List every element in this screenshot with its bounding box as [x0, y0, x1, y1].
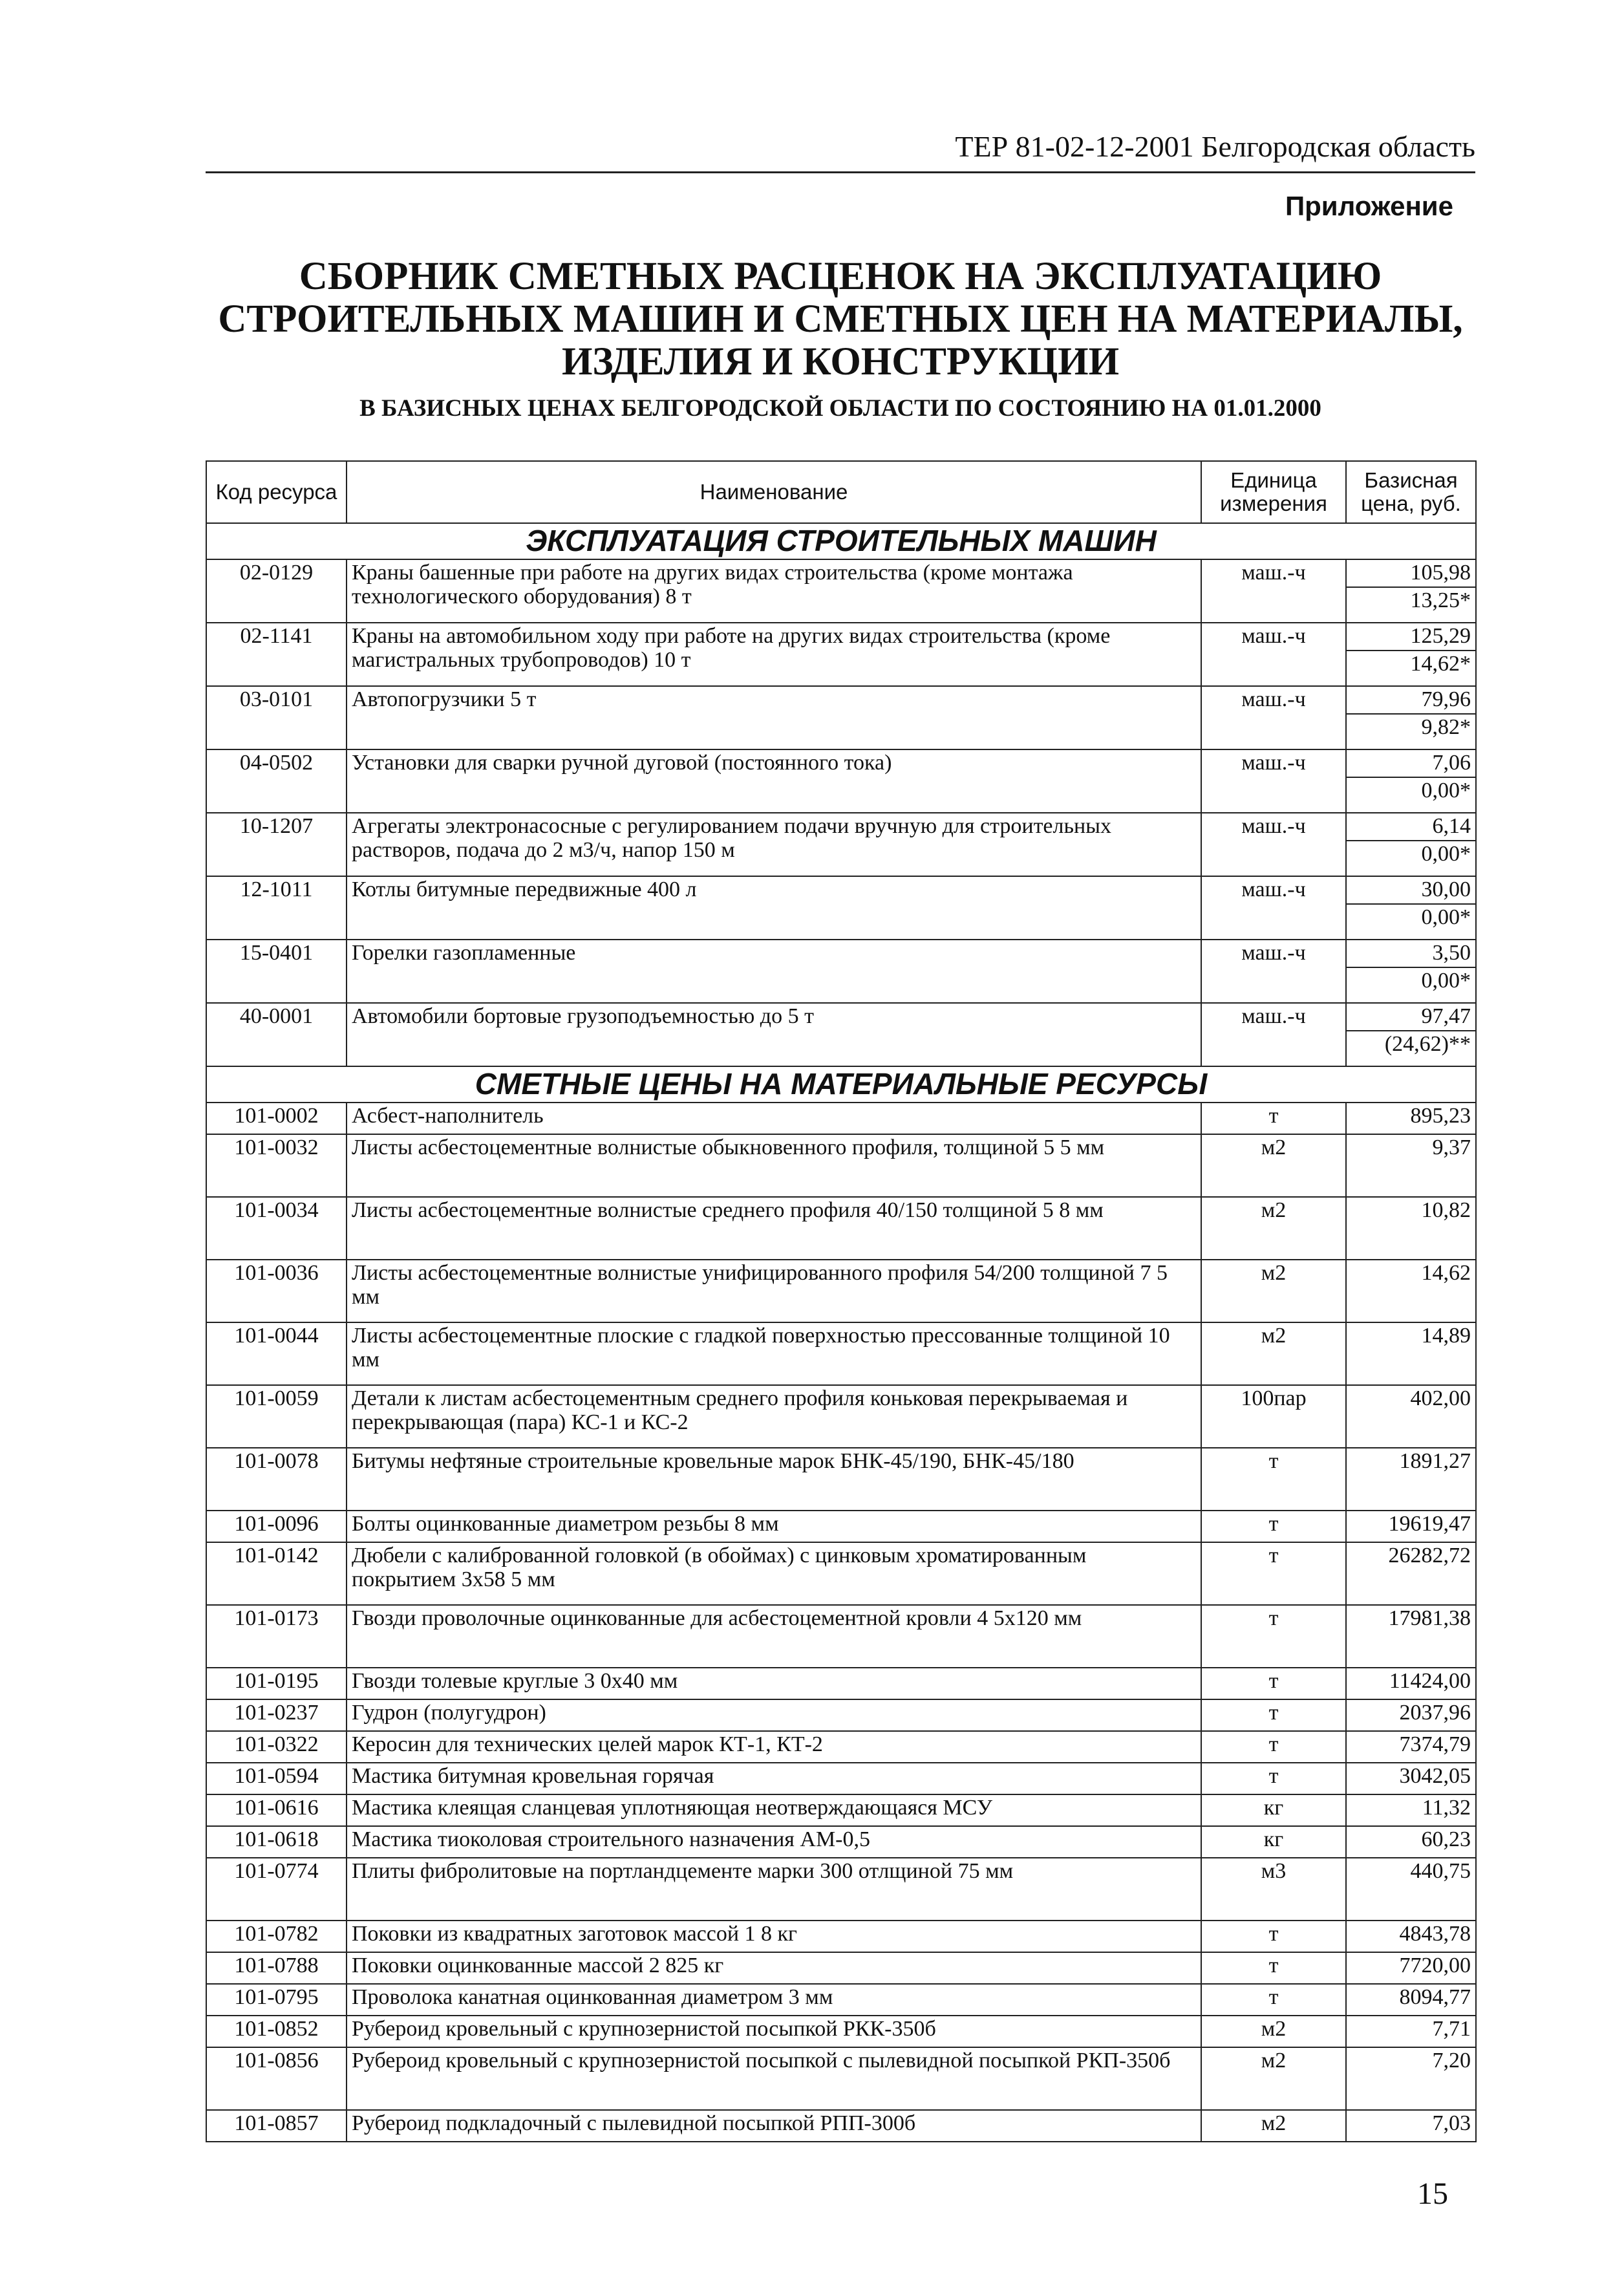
resource-unit: т: [1201, 1984, 1346, 2016]
resource-unit: маш.-ч: [1201, 686, 1346, 749]
column-header-price: Базисная цена, руб.: [1346, 461, 1476, 523]
resource-price: 2037,96: [1346, 1699, 1476, 1731]
resource-code: 101-0036: [206, 1260, 347, 1322]
section-title-materials: СМЕТНЫЕ ЦЕНЫ НА МАТЕРИАЛЬНЫЕ РЕСУРСЫ: [206, 1066, 1476, 1103]
table-row: [206, 1448, 1476, 1511]
table-row: [206, 1511, 1476, 1542]
resource-unit: м2: [1201, 1322, 1346, 1385]
base-price: 6,14: [1432, 814, 1471, 838]
header-rule: [206, 171, 1475, 173]
table-row: [206, 1952, 1476, 1984]
resource-code: 40-0001: [206, 1003, 347, 1066]
resource-price: 895,23: [1346, 1103, 1476, 1134]
table-row: [206, 1794, 1476, 1826]
resource-code: 101-0774: [206, 1858, 347, 1921]
resource-unit: маш.-ч: [1201, 1003, 1346, 1066]
resource-name: Плиты фибролитовые на портландцементе марки 300 отлщиной 75 мм: [347, 1858, 1201, 1921]
resource-name: Агрегаты электронасосные с регулированием подачи вручную для строительных растворов, подача до 2 м3/ч, напор 150 м: [347, 813, 1201, 876]
resource-name: Листы асбестоцементные волнистые среднего профиля 40/150 толщиной 5 8 мм: [347, 1197, 1201, 1260]
resource-unit: т: [1201, 1103, 1346, 1134]
operator-wage-price: (24,62)**: [1347, 1030, 1475, 1057]
table-row: [206, 940, 1476, 1003]
resource-price: 8094,77: [1346, 1984, 1476, 2016]
resource-code: 101-0852: [206, 2016, 347, 2047]
operator-wage-price: 13,25*: [1347, 587, 1475, 613]
resource-unit: т: [1201, 1731, 1346, 1763]
operator-wage-price: 0,00*: [1347, 967, 1475, 993]
resource-unit: м2: [1201, 1134, 1346, 1197]
resource-unit: т: [1201, 1699, 1346, 1731]
resource-code: 12-1011: [206, 876, 347, 940]
table-row: [206, 1103, 1476, 1134]
resource-name: Рубероид кровельный с крупнозернистой посыпкой РКК-350б: [347, 2016, 1201, 2047]
table-row: [206, 1826, 1476, 1858]
table-row: [206, 876, 1476, 940]
resource-name: Детали к листам асбестоцементным среднего профиля коньковая перекрываемая и перекрывающая (пара) КС-1 и КС-2: [347, 1385, 1201, 1448]
resource-unit: маш.-ч: [1201, 876, 1346, 940]
resource-name: Болты оцинкованные диаметром резьбы 8 мм: [347, 1511, 1201, 1542]
resource-name: Битумы нефтяные строительные кровельные марок БНК-45/190, БНК-45/180: [347, 1448, 1201, 1511]
resource-code: 02-0129: [206, 559, 347, 623]
operator-wage-price: 0,00*: [1347, 840, 1475, 867]
resource-code: 101-0059: [206, 1385, 347, 1448]
table-row: [206, 1003, 1476, 1066]
resource-unit: маш.-ч: [1201, 749, 1346, 813]
page-number: 15: [1417, 2177, 1448, 2211]
resource-price: 440,75: [1346, 1858, 1476, 1921]
resource-name: Автомобили бортовые грузоподъемностью до 5 т: [347, 1003, 1201, 1066]
document-title: СБОРНИК СМЕТНЫХ РАСЦЕНОК НА ЭКСПЛУАТАЦИЮ СТРОИТЕЛЬНЫХ МАШИН И СМЕТНЫХ ЦЕН НА МАТЕРИАЛЫ, ИЗДЕЛИЯ И КОНСТРУКЦИИ: [218, 255, 1463, 383]
resource-unit: м2: [1201, 2016, 1346, 2047]
table-row: [206, 1605, 1476, 1668]
price-table: [206, 460, 1477, 2142]
resource-price-cell: [1346, 623, 1476, 686]
resource-name: Гвозди толевые круглые 3 0х40 мм: [347, 1668, 1201, 1699]
resource-unit: кг: [1201, 1794, 1346, 1826]
resource-code: 101-0173: [206, 1605, 347, 1668]
resource-code: 101-0096: [206, 1511, 347, 1542]
materials-body: [206, 1066, 1476, 2142]
resource-price: 11424,00: [1346, 1668, 1476, 1699]
operator-wage-price: 0,00*: [1347, 903, 1475, 930]
resource-price-cell: [1346, 876, 1476, 940]
table-row: [206, 1921, 1476, 1952]
resource-code: 101-0044: [206, 1322, 347, 1385]
appendix-label: Приложение: [1285, 191, 1453, 221]
table-row: [206, 1385, 1476, 1448]
resource-unit: т: [1201, 1605, 1346, 1668]
resource-price: 10,82: [1346, 1197, 1476, 1260]
resource-price: 14,62: [1346, 1260, 1476, 1322]
operator-wage-price: 14,62*: [1347, 650, 1475, 676]
base-price: 79,96: [1421, 687, 1471, 711]
table-row: [206, 1858, 1476, 1921]
resource-unit: кг: [1201, 1826, 1346, 1858]
table-row: [206, 2016, 1476, 2047]
resource-unit: т: [1201, 1952, 1346, 1984]
table-header-row: [206, 461, 1476, 523]
resource-name: Рубероид подкладочный с пылевидной посыпкой РПП-300б: [347, 2110, 1201, 2142]
table-row: [206, 1763, 1476, 1794]
resource-code: 101-0594: [206, 1763, 347, 1794]
resource-price: 7,20: [1346, 2047, 1476, 2110]
section-title-machines: ЭКСПЛУАТАЦИЯ СТРОИТЕЛЬНЫХ МАШИН: [206, 523, 1476, 559]
resource-unit: т: [1201, 1668, 1346, 1699]
column-header-unit: Единица измерения: [1201, 461, 1346, 523]
resource-code: 101-0034: [206, 1197, 347, 1260]
resource-code: 02-1141: [206, 623, 347, 686]
resource-code: 101-0002: [206, 1103, 347, 1134]
resource-name: Асбест-наполнитель: [347, 1103, 1201, 1134]
resource-unit: м3: [1201, 1858, 1346, 1921]
resource-code: 101-0078: [206, 1448, 347, 1511]
resource-price-cell: [1346, 559, 1476, 623]
resource-price: 7,03: [1346, 2110, 1476, 2142]
resource-name: Керосин для технических целей марок КТ-1, КТ-2: [347, 1731, 1201, 1763]
table-row: [206, 749, 1476, 813]
base-price: 125,29: [1410, 624, 1471, 648]
resource-code: 101-0195: [206, 1668, 347, 1699]
resource-name: Гвозди проволочные оцинкованные для асбестоцементной кровли 4 5х120 мм: [347, 1605, 1201, 1668]
resource-code: 101-0856: [206, 2047, 347, 2110]
table-row: [206, 1134, 1476, 1197]
resource-price-cell: [1346, 1003, 1476, 1066]
resource-price: 9,37: [1346, 1134, 1476, 1197]
resource-unit: т: [1201, 1763, 1346, 1794]
resource-unit: маш.-ч: [1201, 813, 1346, 876]
table-row: [206, 1984, 1476, 2016]
resource-price: 1891,27: [1346, 1448, 1476, 1511]
resource-unit: т: [1201, 1921, 1346, 1952]
resource-price: 402,00: [1346, 1385, 1476, 1448]
resource-price-cell: [1346, 686, 1476, 749]
resource-unit: маш.-ч: [1201, 623, 1346, 686]
base-price: 3,50: [1432, 941, 1471, 965]
resource-name: Мастика тиоколовая строительного назначения АМ-0,5: [347, 1826, 1201, 1858]
machines-body: [206, 523, 1476, 1066]
base-price: 105,98: [1410, 561, 1471, 585]
table-row: [206, 1542, 1476, 1605]
resource-code: 101-0237: [206, 1699, 347, 1731]
table-row: [206, 686, 1476, 749]
section-row-materials: [206, 1066, 1476, 1103]
table-row: [206, 623, 1476, 686]
resource-code: 101-0788: [206, 1952, 347, 1984]
operator-wage-price: 9,82*: [1347, 713, 1475, 740]
resource-name: Мастика битумная кровельная горячая: [347, 1763, 1201, 1794]
resource-name: Рубероид кровельный с крупнозернистой посыпкой с пылевидной посыпкой РКП-350б: [347, 2047, 1201, 2110]
resource-price: 26282,72: [1346, 1542, 1476, 1605]
resource-code: 03-0101: [206, 686, 347, 749]
resource-unit: м2: [1201, 2110, 1346, 2142]
resource-price: 19619,47: [1346, 1511, 1476, 1542]
document-reference: ТЕР 81-02-12-2001 Белгородская область: [955, 130, 1475, 163]
table-row: [206, 1322, 1476, 1385]
resource-code: 101-0032: [206, 1134, 347, 1197]
table-row: [206, 1731, 1476, 1763]
resource-price: 7374,79: [1346, 1731, 1476, 1763]
resource-name: Листы асбестоцементные волнистые унифицированного профиля 54/200 толщиной 7 5 мм: [347, 1260, 1201, 1322]
resource-name: Автопогрузчики 5 т: [347, 686, 1201, 749]
resource-price: 14,89: [1346, 1322, 1476, 1385]
resource-price: 17981,38: [1346, 1605, 1476, 1668]
resource-name: Листы асбестоцементные плоские с гладкой поверхностью прессованные толщиной 10 мм: [347, 1322, 1201, 1385]
resource-price-cell: [1346, 813, 1476, 876]
resource-name: Поковки оцинкованные массой 2 825 кг: [347, 1952, 1201, 1984]
resource-unit: 100пар: [1201, 1385, 1346, 1448]
resource-code: 15-0401: [206, 940, 347, 1003]
resource-name: Мастика клеящая сланцевая уплотняющая неотверждающаяся МСУ: [347, 1794, 1201, 1826]
column-header-name: Наименование: [347, 461, 1201, 523]
resource-price: 7720,00: [1346, 1952, 1476, 1984]
resource-code: 101-0618: [206, 1826, 347, 1858]
table-row: [206, 559, 1476, 623]
table-row: [206, 2110, 1476, 2142]
base-price: 97,47: [1421, 1004, 1471, 1028]
base-price: 7,06: [1432, 751, 1471, 775]
resource-name: Проволока канатная оцинкованная диаметром 3 мм: [347, 1984, 1201, 2016]
resource-code: 10-1207: [206, 813, 347, 876]
resource-name: Листы асбестоцементные волнистые обыкновенного профиля, толщиной 5 5 мм: [347, 1134, 1201, 1197]
resource-price: 3042,05: [1346, 1763, 1476, 1794]
resource-price: 60,23: [1346, 1826, 1476, 1858]
resource-code: 04-0502: [206, 749, 347, 813]
resource-name: Горелки газопламенные: [347, 940, 1201, 1003]
resource-price-cell: [1346, 940, 1476, 1003]
resource-unit: т: [1201, 1542, 1346, 1605]
table-row: [206, 1699, 1476, 1731]
resource-unit: маш.-ч: [1201, 940, 1346, 1003]
resource-unit: м2: [1201, 1260, 1346, 1322]
resource-price: 11,32: [1346, 1794, 1476, 1826]
resource-unit: маш.-ч: [1201, 559, 1346, 623]
resource-code: 101-0857: [206, 2110, 347, 2142]
base-price: 30,00: [1421, 877, 1471, 901]
table-row: [206, 2047, 1476, 2110]
resource-unit: м2: [1201, 2047, 1346, 2110]
table-row: [206, 813, 1476, 876]
resource-name: Установки для сварки ручной дуговой (постоянного тока): [347, 749, 1201, 813]
resource-name: Дюбели с калиброванной головкой (в обоймах) с цинковым хроматированным покрытием 3х58 5 мм: [347, 1542, 1201, 1605]
resource-name: Краны башенные при работе на других видах строительства (кроме монтажа технологического оборудования) 8 т: [347, 559, 1201, 623]
resource-name: Поковки из квадратных заготовок массой 1 8 кг: [347, 1921, 1201, 1952]
table-row: [206, 1668, 1476, 1699]
resource-code: 101-0782: [206, 1921, 347, 1952]
resource-price: 7,71: [1346, 2016, 1476, 2047]
document-subtitle: В БАЗИСНЫХ ЦЕНАХ БЕЛГОРОДСКОЙ ОБЛАСТИ ПО СОСТОЯНИЮ НА 01.01.2000: [359, 395, 1321, 422]
table-row: [206, 1260, 1476, 1322]
column-header-code: Код ресурса: [206, 461, 347, 523]
resource-code: 101-0616: [206, 1794, 347, 1826]
resource-name: Гудрон (полугудрон): [347, 1699, 1201, 1731]
table-row: [206, 1197, 1476, 1260]
resource-name: Котлы битумные передвижные 400 л: [347, 876, 1201, 940]
operator-wage-price: 0,00*: [1347, 777, 1475, 803]
resource-price: 4843,78: [1346, 1921, 1476, 1952]
resource-code: 101-0142: [206, 1542, 347, 1605]
resource-code: 101-0795: [206, 1984, 347, 2016]
resource-unit: т: [1201, 1511, 1346, 1542]
resource-name: Краны на автомобильном ходу при работе на других видах строительства (кроме магистральных трубопроводов) 10 т: [347, 623, 1201, 686]
resource-unit: м2: [1201, 1197, 1346, 1260]
resource-code: 101-0322: [206, 1731, 347, 1763]
resource-unit: т: [1201, 1448, 1346, 1511]
section-row-machines: [206, 523, 1476, 559]
resource-price-cell: [1346, 749, 1476, 813]
